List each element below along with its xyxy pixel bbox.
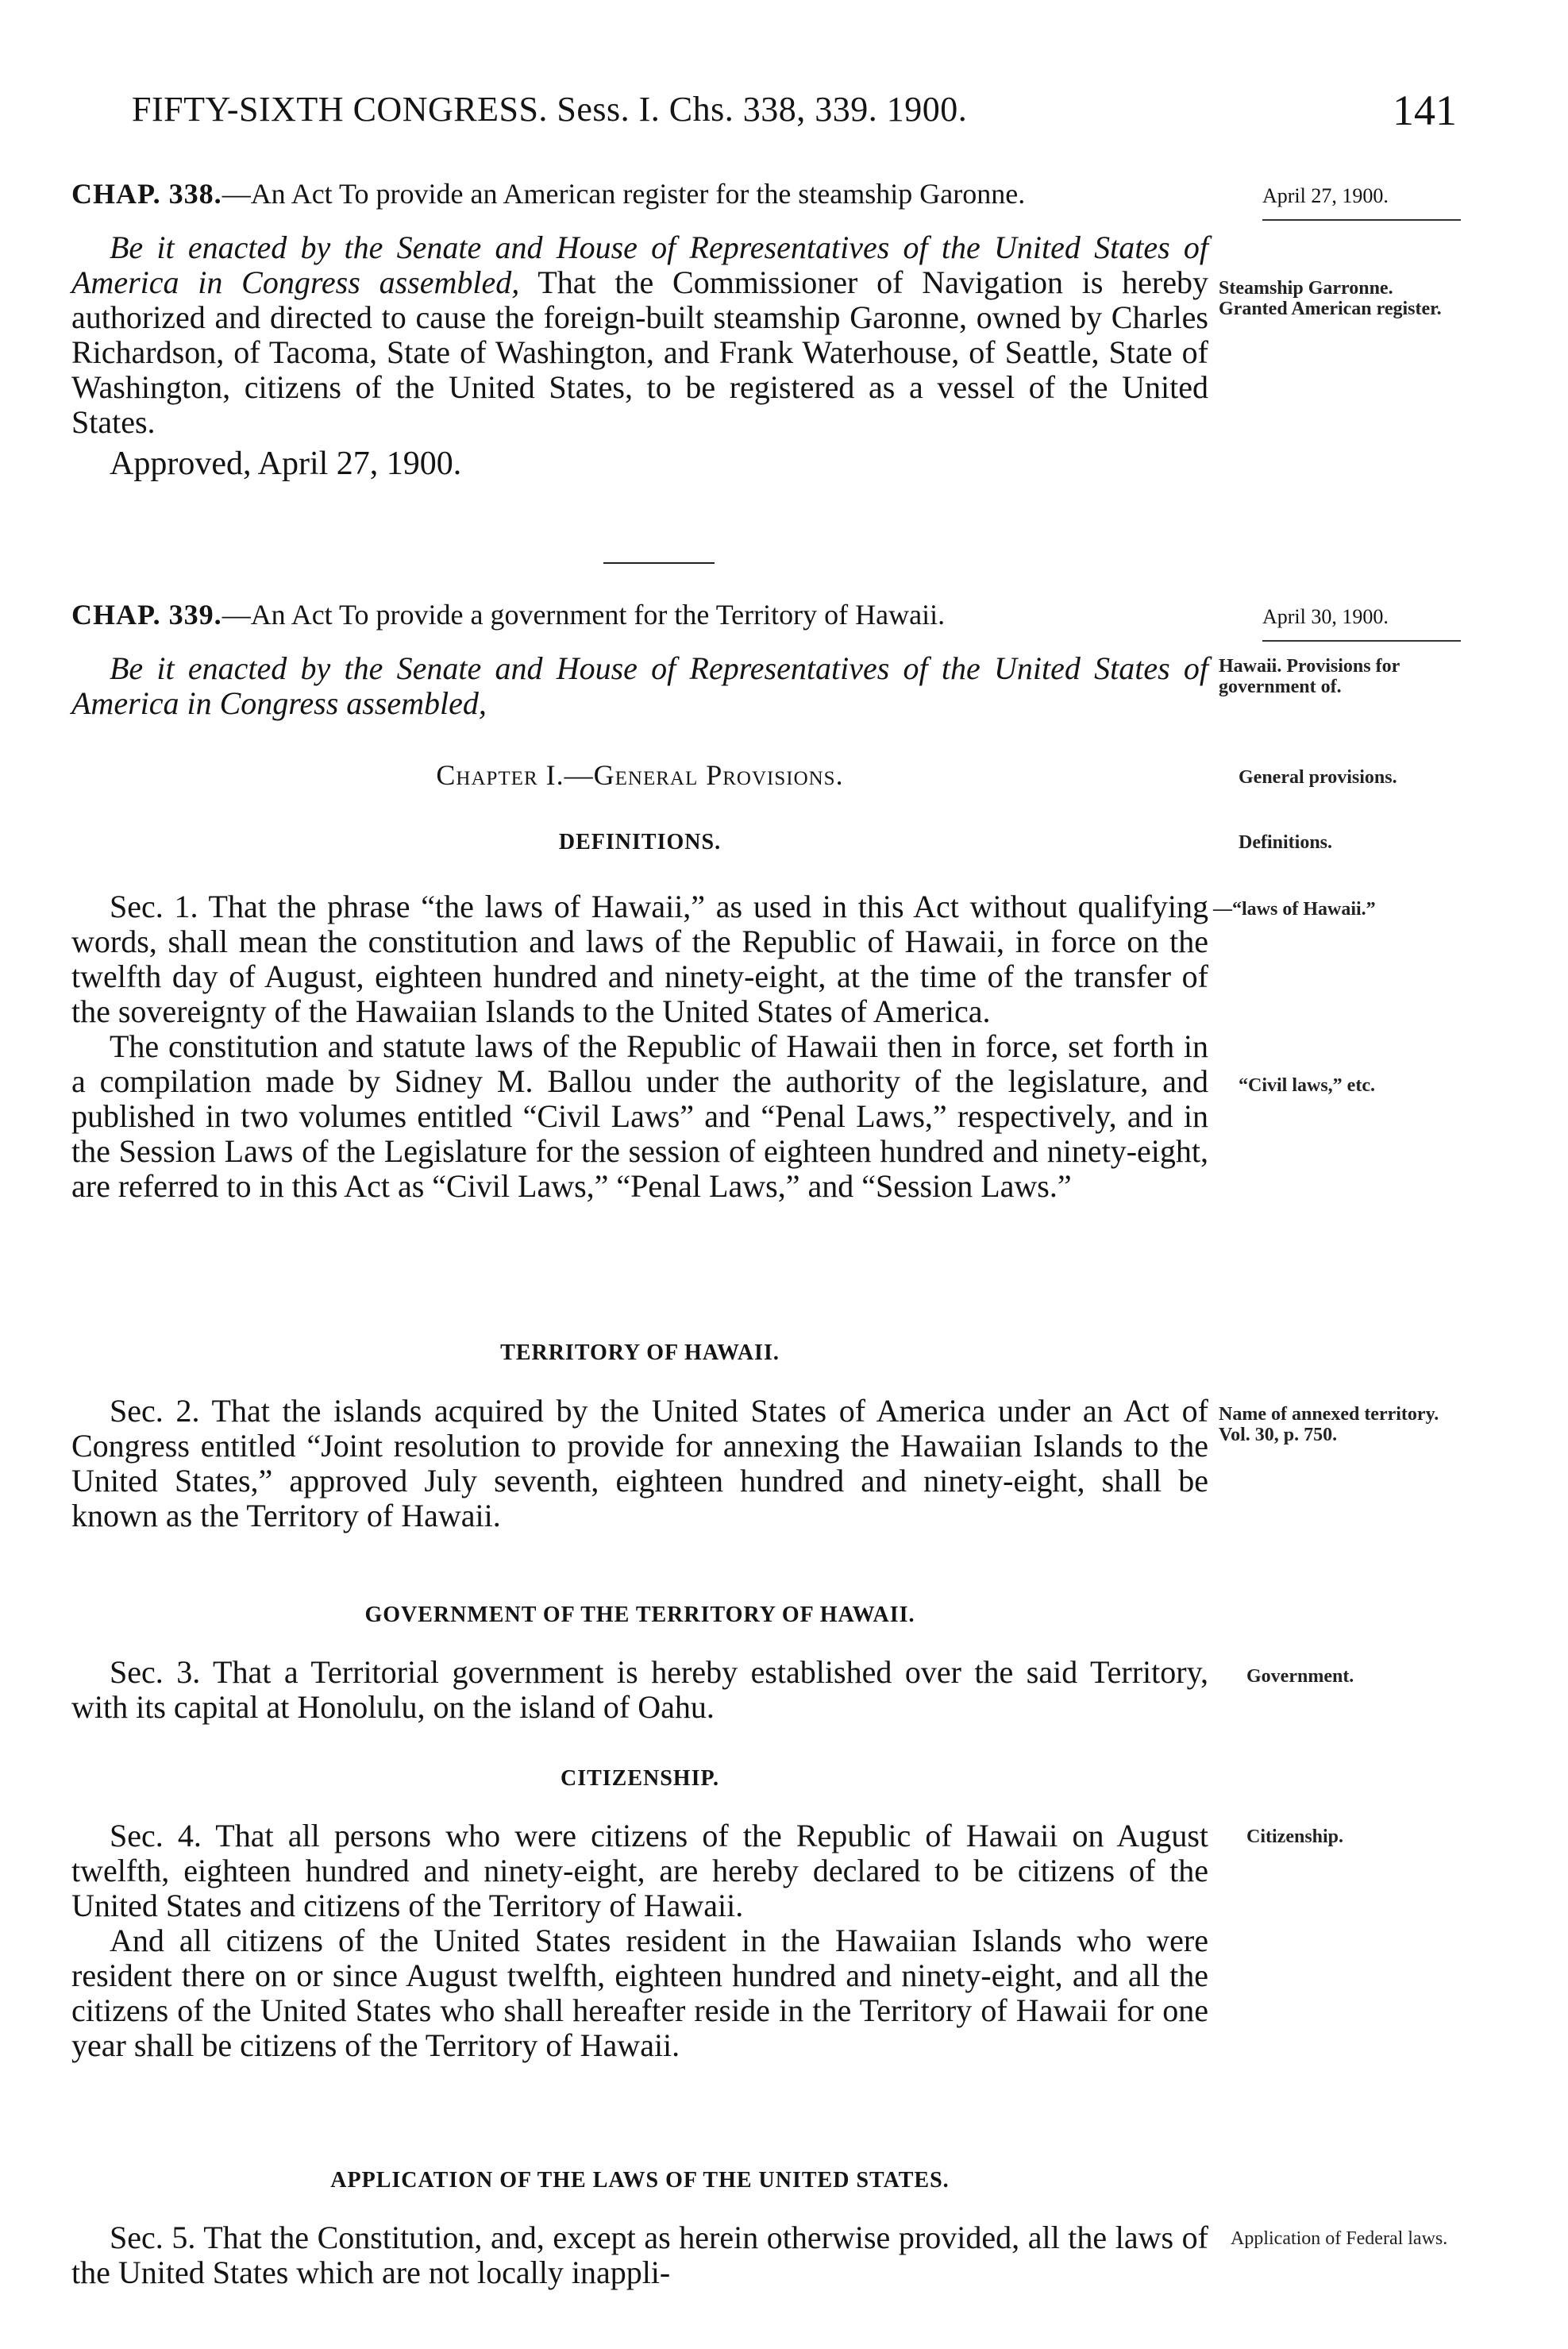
heading-citizenship: CITIZENSHIP. [560,1766,720,1791]
sec4-block [71,1819,1208,2063]
chap339-enacting-italic: Be it enacted by the Senate and House of Representatives of the United States of America in Congress assembled, [71,650,1208,721]
margin-name-of-territory: Name of annexed territory. Vol. 30, p. 750. [1219,1404,1439,1445]
margin-citizenship: Citizenship. [1246,1826,1344,1847]
chap338-body-text: That the Commissioner of Navigation is hereby authorized and directed to cause the foreign-built steamship Garonne, owned by Charles Richardson, of Tacoma, State of Washington, and Frank Waterhouse, of Seattle, State of Washington, citizens of the United States, to be registered as a vessel of the United States. [71,264,1208,440]
sec4-para: Sec. 4. That all persons who were citizens of the Republic of Hawaii on August twelfth, eighteen hundred and ninety-eight, are hereby declared to be citizens of the United States and citizens of the Territory of Hawaii. [71,1818,1208,1923]
chap339-margin-hawaii: Hawaii. Provisions for government of. [1219,656,1400,697]
heading-application: APPLICATION OF THE LAWS OF THE UNITED STATES. [330,2168,950,2193]
chap339-enacting-clause [71,651,1208,721]
page-number: 141 [1393,87,1457,134]
chap339-title: —An Act To provide a government for the Territory of Hawaii. [222,599,946,631]
sec5-block [71,2220,1208,2290]
chap338-enacting-clause [71,230,1208,440]
chap339-title-line [71,597,1208,632]
chap338-enacting-italic: Be it enacted by the Senate and House of Representatives of the United States of America in Congress assembled, [71,230,1208,300]
chap339-date: April 30, 1900. [1262,605,1461,642]
margin-government: Government. [1246,1666,1354,1687]
chap339-enacting [71,651,1208,721]
chapter-divider [603,562,715,564]
sec2-block [71,1394,1208,1533]
margin-application: Application of Federal laws. [1231,2228,1448,2249]
heading-definitions: DEFINITIONS. [558,830,722,854]
margin-definitions: Definitions. [1239,832,1333,853]
margin-laws-of-hawaii: —“laws of Hawaii.” [1213,899,1376,920]
chap338-approved: Approved, April 27, 1900. [110,446,462,482]
sec4-para2: And all citizens of the United States resident in the Hawaiian Islands who were resident there on or since August twelfth, eighteen hundred and ninety-eight, and all the citizens of the United States who shall hereafter reside in the Territory of Hawaii for one year shall be citizens of the Territory of Hawaii. [71,1923,1208,2063]
chap338-body [71,230,1208,481]
sec2-para: Sec. 2. That the islands acquired by the United States of America under an Act of Congress entitled “Joint resolution to provide for annexing the Hawaiian Islands to the United States,” approved July seventh, eighteen hundred and ninety-eight, shall be known as the Territory of Hawaii. [71,1393,1208,1533]
sec5-para: Sec. 5. That the Constitution, and, except as herein otherwise provided, all the laws of the United States which are not locally inappli- [71,2220,1208,2290]
sec1-para2: The constitution and statute laws of the Republic of Hawaii then in force, set forth in a compilation made by Sidney M. Ballou under the authority of the legislature, and published in two volumes entitled “Civil Laws” and “Penal Laws,” respectively, and in the Session Laws of the Legislature for the session of eighteen hundred and ninety-eight, are referred to in this Act as “Civil Laws,” “Penal Laws,” and “Session Laws.” [71,1028,1208,1204]
running-head: FIFTY-SIXTH CONGRESS. Sess. I. Chs. 338, 339. 1900. [132,90,968,129]
sec3-para: Sec. 3. That a Territorial government is hereby established over the said Territory, with its capital at Honolulu, on the island of Oahu. [71,1654,1208,1725]
chap339-label: CHAP. 339. [71,599,222,631]
margin-general-provisions: General provisions. [1239,767,1397,788]
sec1-block [71,889,1208,1204]
sec3-block [71,1655,1208,1725]
chap338-label: CHAP. 338. [71,178,222,210]
margin-civil-laws: “Civil laws,” etc. [1239,1075,1375,1096]
chap338-title-line [71,176,1208,211]
chapter-heading: Chapter I.—General Provisions. [436,759,844,791]
sec1-para: Sec. 1. That the phrase “the laws of Hawaii,” as used in this Act without qualifying words, shall mean the constitution and laws of the Republic of Hawaii, in force on the twelfth day of August, eighteen hundred and ninety-eight, at the time of the transfer of the sovereignty of the Hawaiian Islands to the United States of America. [71,889,1208,1029]
heading-government: GOVERNMENT OF THE TERRITORY OF HAWAII. [364,1603,915,1627]
heading-territory: TERRITORY OF HAWAII. [500,1340,780,1365]
chap338-date: April 27, 1900. [1262,184,1461,221]
chap338-margin-note: Steamship Garronne. Granted American register. [1219,278,1442,319]
chap338-title: —An Act To provide an American register for the steamship Garonne. [222,178,1026,210]
